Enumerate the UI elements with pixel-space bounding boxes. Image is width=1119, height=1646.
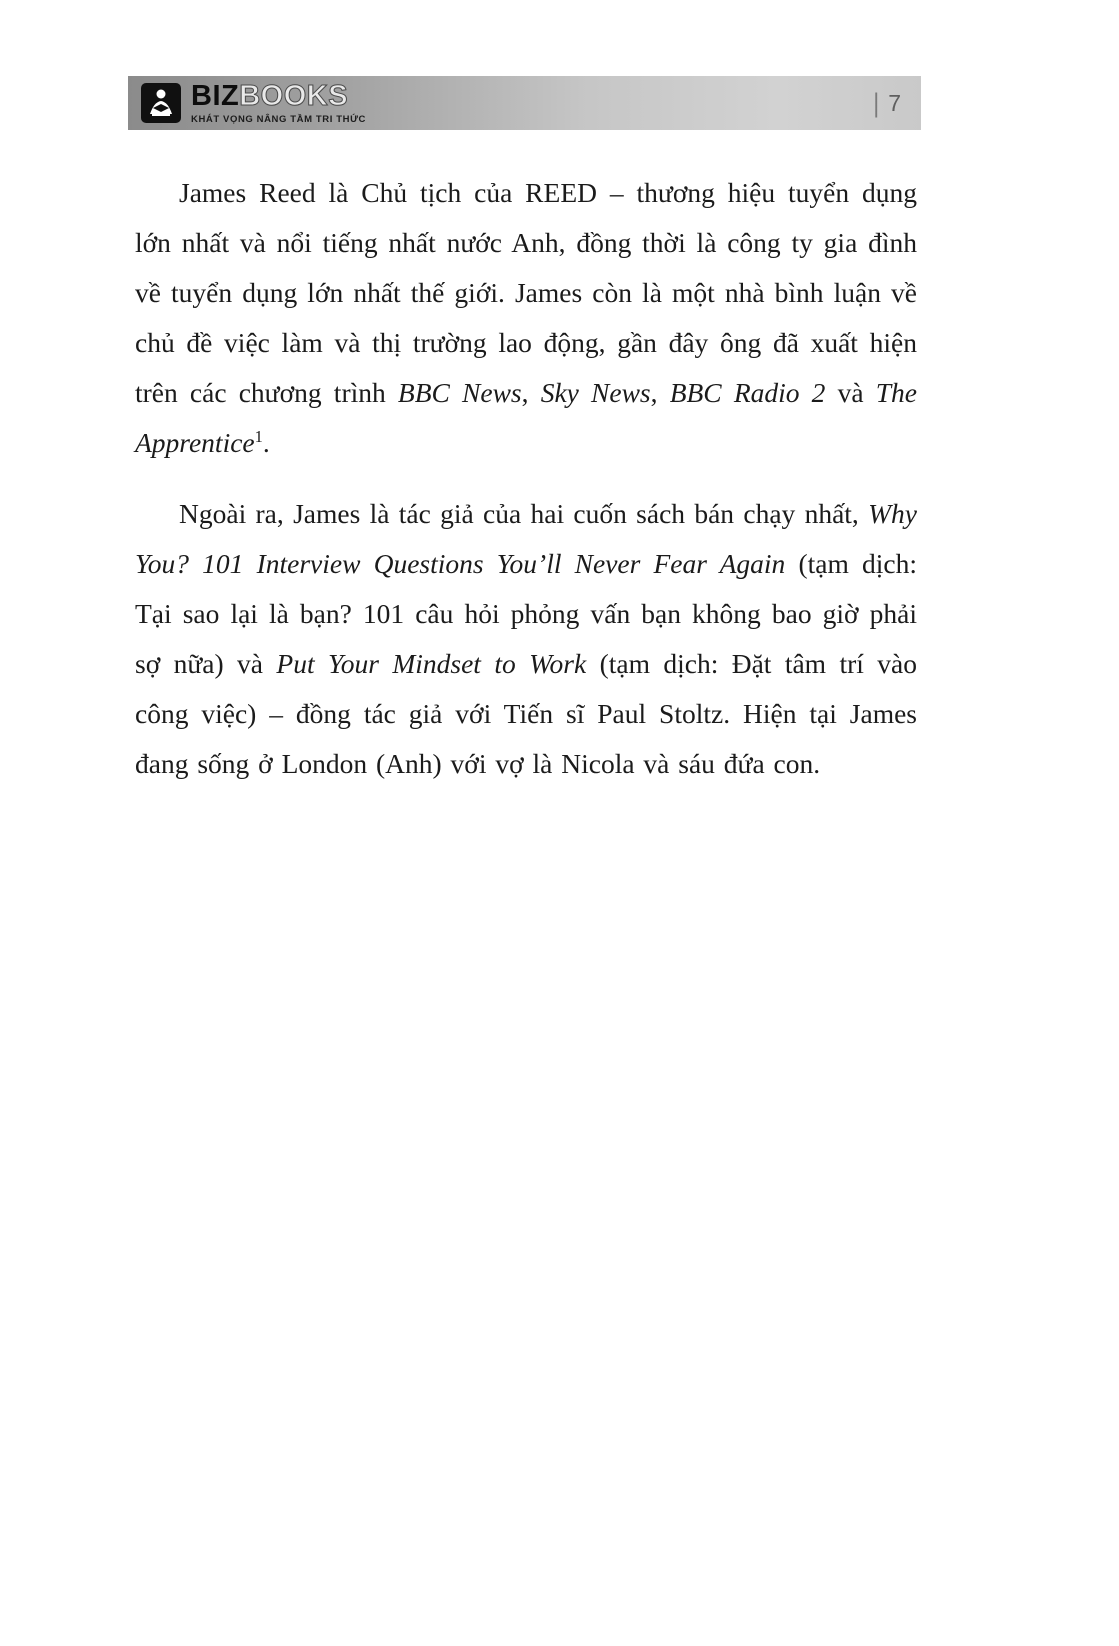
bizbooks-logo-text bbox=[191, 79, 367, 125]
text-run: , bbox=[521, 377, 541, 408]
text-run: . bbox=[262, 427, 270, 458]
header-bar bbox=[128, 76, 921, 130]
text-run: Ngoài ra, James là tác giả của hai cuốn sách bán chạy nhất, bbox=[179, 498, 869, 529]
paragraph bbox=[135, 489, 917, 789]
italic-text-run: BBC Radio 2 bbox=[669, 377, 826, 408]
italic-text-run: The Apprentice bbox=[135, 377, 917, 458]
page-body-text bbox=[135, 168, 917, 810]
text-run: James Reed là Chủ tịch của REED – thương hiệu tuyển dụng lớn nhất và nổi tiếng nhất nước Anh, đồng thời là công ty gia đình về tuyển dụng lớn nhất thế giới. James còn là một nhà bình luận về chủ đề việc làm và thị trường lao động, gần đây ông đã xuất hiện trên các chương trình bbox=[135, 177, 917, 408]
page-number-separator: | bbox=[873, 87, 880, 118]
logo-books-text: BOOKS bbox=[239, 79, 349, 112]
italic-text-run: BBC News bbox=[397, 377, 522, 408]
text-run: (tạm dịch: Đặt tâm trí vào công việc) – đồng tác giả với Tiến sĩ Paul Stoltz. Hiện tại James đang sống ở London (Anh) với vợ là Nicola và sáu đứa con. bbox=[135, 648, 917, 779]
text-run: và bbox=[825, 377, 876, 408]
footnote-marker: 1 bbox=[254, 426, 263, 446]
bizbooks-logo bbox=[140, 79, 367, 125]
text-run: (tạm dịch: Tại sao lại là bạn? 101 câu hỏi phỏng vấn bạn không bao giờ phải sợ nữa) và bbox=[135, 548, 917, 679]
logo-tagline: KHÁT VỌNG NÂNG TẦM TRI THỨC bbox=[191, 113, 367, 125]
page-number-value: 7 bbox=[888, 89, 901, 116]
text-run: , bbox=[650, 377, 670, 408]
page-number bbox=[873, 87, 901, 118]
italic-text-run: Sky News bbox=[540, 377, 651, 408]
bizbooks-logo-title bbox=[191, 79, 366, 112]
bizbooks-logo-icon bbox=[140, 82, 182, 124]
logo-biz-text: BIZ bbox=[191, 79, 240, 112]
italic-text-run: Why You? 101 Interview Questions You’ll Never Fear Again bbox=[135, 498, 917, 579]
italic-text-run: Put Your Mindset to Work bbox=[276, 648, 587, 679]
paragraph bbox=[135, 168, 917, 468]
